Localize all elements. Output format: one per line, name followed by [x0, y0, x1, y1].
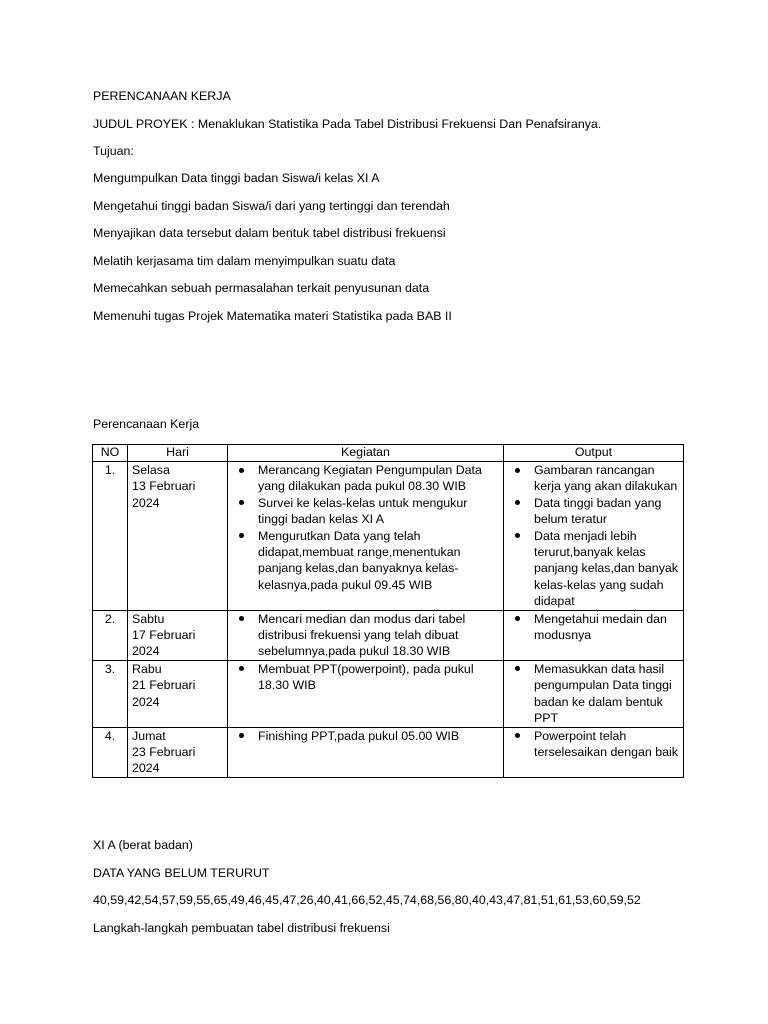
header-activity: Kegiatan — [228, 445, 504, 462]
outputs-list — [508, 661, 679, 727]
output-item: Data menjadi lebih terurut,banyak kelas panjang kelas,dan banyak kelas-kelas yang sudah didapat — [534, 528, 678, 609]
output-item: Powerpoint telah terselesaikan dengan baik — [534, 728, 678, 759]
row-day-cell — [128, 727, 228, 777]
output-item: Data tinggi badan yang belum teratur — [534, 495, 679, 528]
output-item: Memasukkan data hasil pengumpulan Data tinggi badan ke dalam bentuk PPT — [534, 661, 679, 727]
day-date: 17 Februari — [132, 628, 196, 643]
day-name: Jumat — [132, 728, 166, 743]
day-name: Sabtu — [132, 611, 165, 626]
day-date: 21 Februari — [132, 678, 196, 693]
goal-item: Melatih kerjasama tim dalam menyimpulkan suatu data — [93, 254, 396, 268]
goals-label: Tujuan: — [93, 144, 134, 158]
activity-item: Mengurutkan Data yang telah didapat,membuat range,menentukan panjang kelas,dan banyaknya kelas-kelasnya,pada pukul 09.45 WIB — [258, 528, 499, 594]
goal-item: Mengetahui tinggi badan Siswa/i dari yang tertinggi dan terendah — [93, 199, 450, 213]
activity-item: Mencari median dan modus dari tabel distribusi frekuensi yang telah dibuat sebelumnya,pada pukul 18.30 WIB — [258, 611, 499, 660]
activity-item: Survei ke kelas-kelas untuk mengukur tinggi badan kelas XI A — [258, 495, 499, 528]
work-plan-table — [92, 444, 684, 778]
day-year: 2024 — [132, 694, 160, 709]
output-item: Gambaran rancangan kerja yang akan dilakukan — [534, 463, 678, 494]
header-no: NO — [93, 445, 128, 462]
plan-label: Perencanaan Kerja — [93, 417, 200, 431]
activities-list — [232, 661, 499, 694]
outputs-list — [508, 611, 679, 644]
row-day-cell — [128, 462, 228, 611]
goal-item: Menyajikan data tersebut dalam bentuk tabel distribusi frekuensi — [93, 226, 446, 240]
day-year: 2024 — [132, 761, 160, 776]
steps-label: Langkah-langkah pembuatan tabel distribusi frekuensi — [93, 921, 390, 935]
outputs-list — [508, 728, 679, 761]
day-date: 13 Februari — [132, 479, 196, 494]
activities-cell — [228, 610, 504, 660]
activities-cell — [228, 727, 504, 777]
project-title: JUDUL PROYEK : Menaklukan Statistika Pada Tabel Distribusi Frekuensi Dan Penafsiranya. — [93, 117, 602, 131]
outputs-cell — [504, 610, 684, 660]
activity-item: Merancang Kegiatan Pengumpulan Data yang dilakukan pada pukul 08.30 WIB — [258, 462, 499, 495]
day-name: Selasa — [132, 463, 170, 477]
row-day-cell — [128, 660, 228, 727]
activities-list — [232, 728, 499, 744]
day-name: Rabu — [132, 661, 162, 676]
table-row — [93, 660, 684, 727]
outputs-cell — [504, 462, 684, 611]
table-row — [93, 610, 684, 660]
output-item: Mengetahui medain dan modusnya — [534, 611, 679, 644]
activity-item: Membuat PPT(powerpoint), pada pukul 18.30 WIB — [258, 661, 499, 694]
heading: PERENCANAAN KERJA — [93, 89, 231, 103]
activities-cell — [228, 660, 504, 727]
activity-item: Finishing PPT,pada pukul 05.00 WIB — [258, 728, 499, 744]
header-day: Hari — [128, 445, 228, 462]
day-year: 2024 — [132, 495, 160, 510]
day-date: 23 Februari — [132, 744, 196, 759]
row-number: 4. — [93, 727, 128, 777]
class-label: XI A (berat badan) — [93, 838, 193, 852]
outputs-cell — [504, 660, 684, 727]
table-row — [93, 727, 684, 777]
row-number: 1. — [93, 462, 128, 611]
goal-item: Mengumpulkan Data tinggi badan Siswa/i kelas XI A — [93, 171, 380, 185]
unsorted-data-label: DATA YANG BELUM TERURUT — [93, 866, 270, 880]
day-year: 2024 — [132, 644, 160, 659]
row-number: 2. — [93, 610, 128, 660]
activities-list — [232, 611, 499, 660]
activities-cell — [228, 462, 504, 611]
table-header-row — [93, 445, 684, 462]
table-row — [93, 462, 684, 611]
row-day-cell — [128, 610, 228, 660]
header-output: Output — [504, 445, 684, 462]
goal-item: Memenuhi tugas Projek Matematika materi Statistika pada BAB II — [93, 309, 452, 323]
outputs-cell — [504, 727, 684, 777]
outputs-list — [508, 462, 679, 610]
activities-list — [232, 462, 499, 593]
row-number: 3. — [93, 660, 128, 727]
goal-item: Memecahkan sebuah permasalahan terkait penyusunan data — [93, 281, 430, 295]
raw-data-values: 40,59,42,54,57,59,55,65,49,46,45,47,26,40,41,66,52,45,74,68,56,80,40,43,47,81,51,61,53,60,59,52 — [93, 893, 641, 907]
